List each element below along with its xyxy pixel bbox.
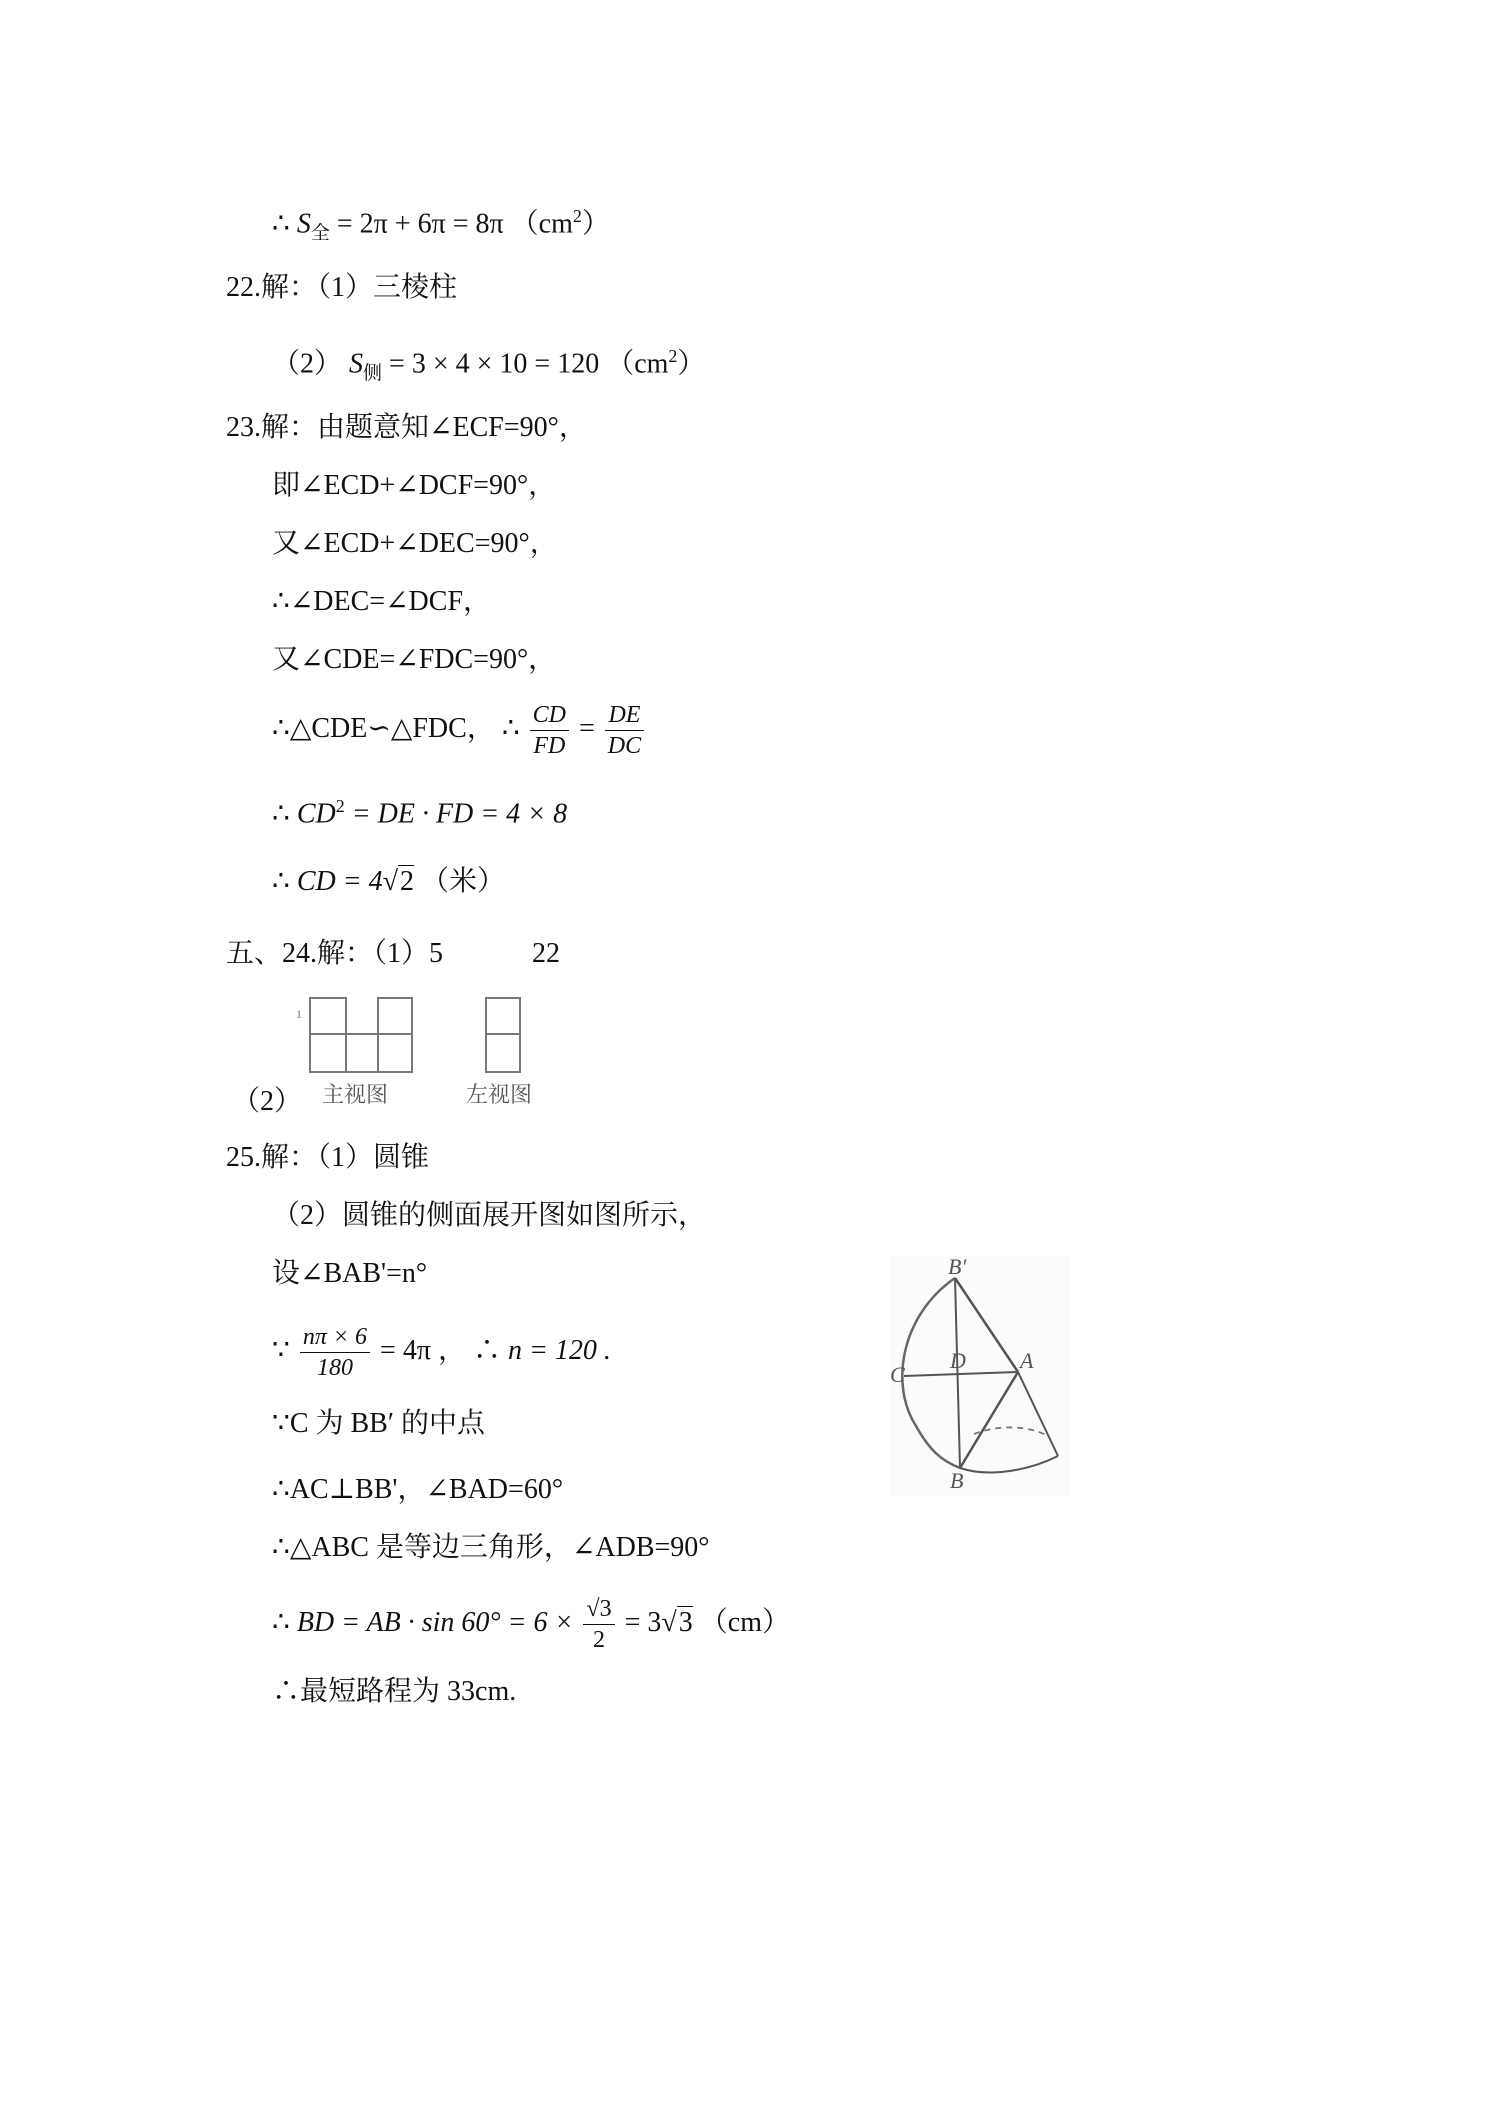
q23-l7-a: CD	[296, 798, 336, 830]
q25-label: 25.解：（1）圆锥	[226, 1142, 430, 1173]
q25-l5: AC⊥BB'，∠BAD=60°	[289, 1474, 564, 1505]
q22-unit-sup: 2	[668, 346, 678, 366]
three-view-tick-label: 1	[296, 1007, 302, 1021]
q23-frac1-den: FD	[533, 733, 566, 759]
q25-line6	[272, 1528, 710, 1568]
q25-frac-den: 180	[316, 1355, 353, 1381]
label-b: B	[950, 1468, 964, 1493]
left-view-caption: 左视图	[466, 1082, 533, 1107]
label-c: C	[890, 1362, 905, 1387]
q22-part2	[272, 336, 705, 394]
q23-l8-unit: （米）	[414, 866, 506, 897]
front-view-grid	[310, 998, 412, 1072]
q22-symbol: S	[349, 348, 364, 380]
q25-l7-b: = 3	[617, 1606, 662, 1638]
therefore-symbol: ∴	[272, 1532, 290, 1563]
therefore-symbol: ∴	[472, 1334, 501, 1366]
q25-l7-frac-num: √3	[583, 1594, 614, 1625]
q25-l8: 最短路程为 33cm.	[300, 1676, 517, 1707]
therefore-symbol: ∴	[272, 866, 290, 897]
label-a: A	[1020, 1348, 1034, 1373]
s21-unit-close: ）	[581, 208, 610, 240]
q25-l3-end: n = 120 .	[508, 1334, 611, 1366]
q23-l3: 又∠ECD+∠DEC=90°，	[272, 528, 558, 559]
therefore-symbol: ∴	[272, 712, 290, 744]
s21-line	[272, 196, 610, 254]
label-b-prime: B′	[948, 1256, 967, 1279]
three-view-figure	[296, 994, 556, 1114]
q23-l5: 又∠CDE=∠FDC=90°，	[272, 644, 557, 675]
s21-unit-open: （cm	[510, 208, 573, 240]
q25-fraction	[300, 1322, 370, 1383]
q23-fraction-1	[530, 700, 569, 761]
q25-l7-sqrt: 3	[678, 1606, 693, 1638]
therefore-symbol: ∴	[272, 1606, 290, 1638]
s21-unit-sup: 2	[572, 206, 582, 226]
q23-fraction-2	[605, 700, 644, 761]
q25-l2: 设∠BAB'=n°	[272, 1258, 428, 1289]
q24-value-2: 22	[532, 938, 560, 969]
left-view-grid	[486, 998, 520, 1072]
q22-subscript: 侧	[363, 362, 383, 384]
cone-development-diagram	[890, 1256, 1070, 1496]
q22-part2-label: （2）	[272, 348, 343, 380]
q23-line6	[272, 700, 647, 761]
q25-l6: △ABC 是等边三角形，∠ADB=90°	[289, 1532, 710, 1563]
q22-label: 22.解：（1）三棱柱	[226, 272, 458, 303]
therefore-symbol: ∴	[272, 208, 290, 240]
s21-symbol: S	[296, 208, 311, 240]
q23-l6: △CDE∽△FDC，	[289, 712, 495, 744]
q25-line4	[272, 1404, 485, 1444]
q25-line8	[272, 1672, 516, 1712]
q22-expression: = 3 × 4 × 10 = 120	[389, 348, 607, 380]
q23-line8	[272, 862, 505, 902]
q23-label: 23.解：	[226, 412, 318, 443]
q25-l7-fraction	[583, 1594, 614, 1655]
q25-l7-frac-den: 2	[593, 1627, 605, 1653]
q23-equals: =	[572, 712, 602, 744]
q25-frac-num: nπ × 6	[300, 1322, 370, 1353]
q23-frac1-num: CD	[530, 700, 569, 731]
q23-frac2-den: DC	[607, 733, 642, 759]
q25-l7-a: BD = AB · sin 60° = 6 ×	[296, 1606, 581, 1638]
q24-label: 五、24.解：（1）5	[226, 938, 444, 969]
q25-line7	[272, 1594, 790, 1655]
q23-l7-b: = DE · FD = 4 × 8	[344, 798, 568, 830]
q23-l8-a: CD = 4	[296, 866, 383, 897]
q22-unit-open: （cm	[606, 348, 669, 380]
sqrt-sign: √	[661, 1606, 677, 1638]
therefore-symbol: ∴	[272, 798, 290, 830]
therefore-symbol: ∴	[501, 712, 520, 744]
q23-l8-sqrt: 2	[400, 866, 414, 897]
q25-line5	[272, 1470, 563, 1510]
s21-expression: = 2π + 6π = 8π	[336, 208, 511, 240]
because-symbol: ∵	[272, 1408, 290, 1439]
therefore-symbol: ∴	[272, 586, 290, 617]
q25-l3-mid: = 4π ，	[373, 1334, 466, 1366]
q25-l4: C 为 BB′ 的中点	[289, 1408, 485, 1439]
because-symbol: ∵	[272, 1334, 290, 1366]
q24-part2-label: （2）	[232, 1086, 303, 1117]
q23-l1: 由题意知∠ECF=90°，	[317, 412, 587, 443]
label-d: D	[950, 1348, 966, 1373]
q25-l1: （2）圆锥的侧面展开图如图所示，	[272, 1200, 707, 1231]
q23-l4: ∠DEC=∠DCF，	[289, 586, 492, 617]
therefore-symbol: ∴	[272, 1474, 290, 1505]
q25-line3	[272, 1322, 611, 1383]
q23-frac2-num: DE	[605, 700, 644, 731]
q23-line1	[226, 408, 587, 448]
q25-l7-unit: （cm）	[692, 1606, 790, 1638]
sqrt-sign: √	[382, 866, 398, 897]
q23-l7-sup: 2	[335, 796, 345, 816]
q23-line4	[272, 582, 491, 622]
s21-subscript: 全	[310, 222, 330, 244]
q23-l2: 即∠ECD+∠DCF=90°，	[272, 470, 557, 501]
front-view-caption: 主视图	[322, 1082, 389, 1107]
q22-unit-close: ）	[677, 348, 706, 380]
q23-line7	[272, 786, 567, 834]
therefore-symbol: ∴	[272, 1676, 301, 1707]
